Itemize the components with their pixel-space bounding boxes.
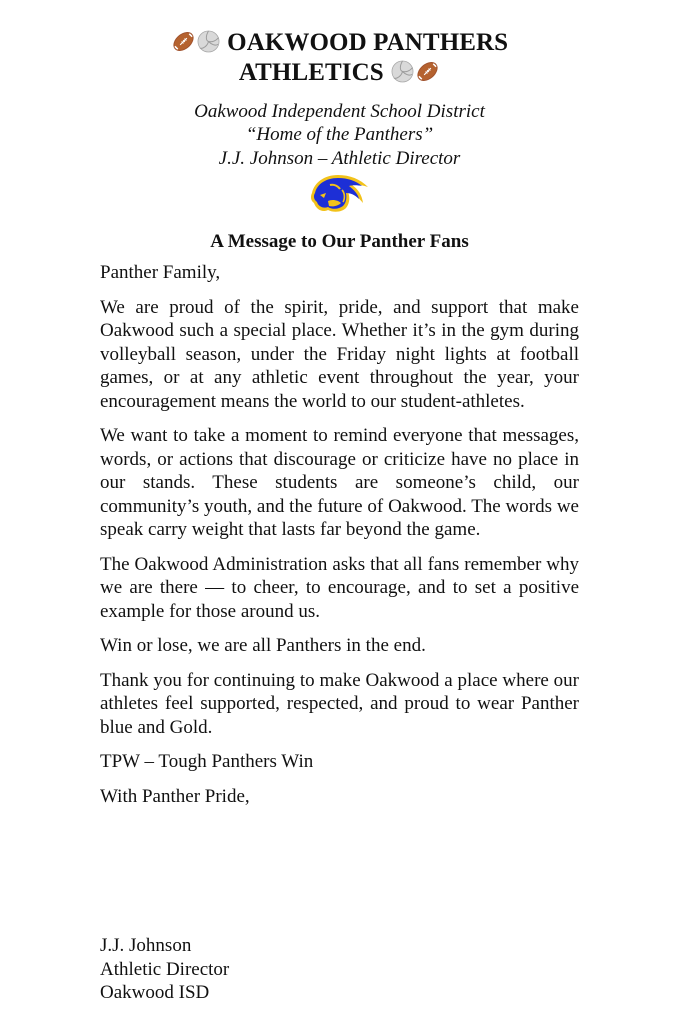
signature-name: J.J. Johnson (100, 935, 192, 956)
football-icon (172, 30, 195, 53)
paragraph: We are proud of the spirit, pride, and support that make Oakwood such a special place. Whether it’s in the gym during volleyball season, under the Friday night lights at football games, or at any athletic event throughout the year, your encouragement means the world to our student-athletes. (100, 296, 579, 412)
salutation: Panther Family, (100, 262, 221, 283)
paragraph: Win or lose, we are all Panthers in the end. (100, 635, 426, 656)
letter-heading: A Message to Our Panther Fans (210, 231, 469, 252)
letterhead-title (0, 28, 679, 88)
paragraph: We want to take a moment to remind everyone that messages, words, or actions that discourage or criticize have no place in our stands. These students are someone’s child, our community’s youth, and the future of Oakwood. The words we speak carry weight that lasts far beyond the game. (100, 425, 579, 540)
slogan: TPW – Tough Panthers Win (100, 751, 314, 772)
signature-title: Athletic Director (100, 958, 230, 980)
title-text-2: ATHLETICS (238, 59, 384, 86)
title-text-1: OAKWOOD PANTHERS (227, 29, 509, 56)
volleyball-icon (197, 30, 220, 53)
letter-body (100, 261, 579, 819)
signature-block (100, 934, 229, 1005)
district-name: Oakwood Independent School District (194, 101, 485, 122)
closing: With Panther Pride, (100, 785, 250, 807)
letterhead-subtitle (0, 100, 679, 170)
panther-logo-icon (308, 171, 370, 215)
volleyball-icon (391, 60, 414, 83)
paragraph: Thank you for continuing to make Oakwood a place where our athletes feel supported, respected, and proud to wear Panther blue and Gold. (100, 669, 579, 738)
motto: “Home of the Panthers” (245, 124, 434, 146)
football-icon (416, 60, 439, 83)
signature-org: Oakwood ISD (100, 982, 210, 1003)
title-line-1 (0, 28, 679, 58)
paragraph: The Oakwood Administration asks that all fans remember why we are there — to cheer, to encourage, and to set a positive example for those around us. (100, 553, 579, 622)
title-line-2 (0, 58, 679, 88)
director-line: J.J. Johnson – Athletic Director (218, 147, 461, 169)
